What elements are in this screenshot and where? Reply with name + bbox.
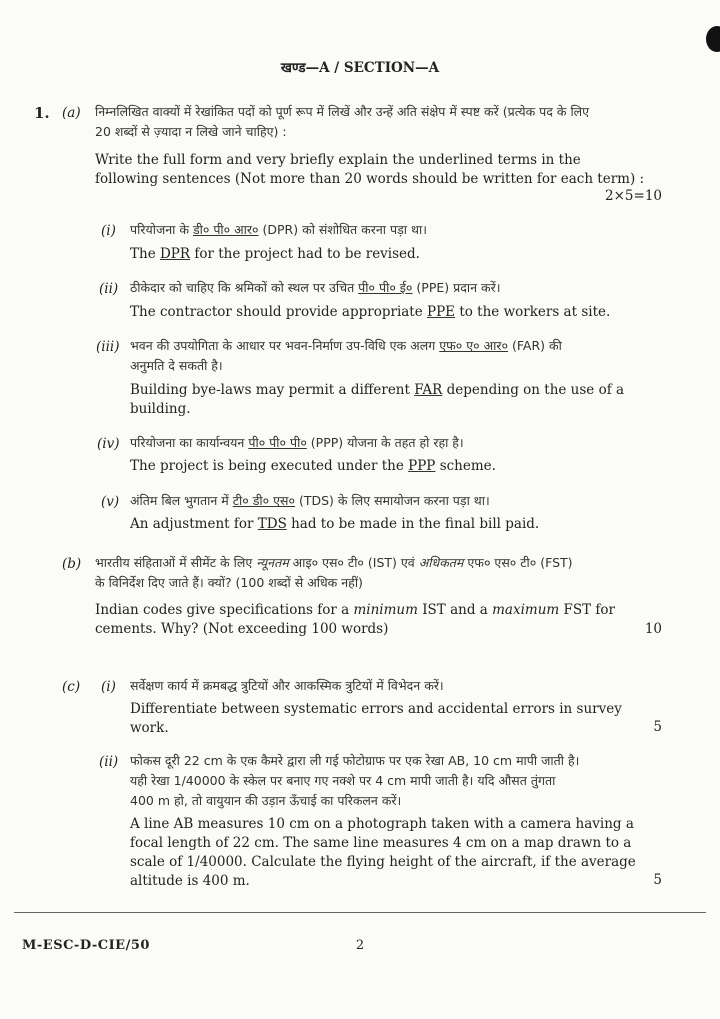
part-a-english <box>95 151 665 189</box>
item-iv-english: The project is being executed under the PPP scheme. <box>130 458 496 474</box>
item-iv-hindi: परियोजना का कार्यान्वयन पी० पी० पी० (PPP) योजना के तहत हो रहा है। <box>130 435 464 450</box>
footer-page-number: 2 <box>355 938 365 953</box>
part-b-hindi: भारतीय संहिताओं में सीमेंट के लिए न्यूनतम आइ० एस० टी० (IST) एवं अधिकतम एफ० एस० टी० (FST) के विनिर्देश दिए जाते हैं। क्यों? (100 शब्दों से अधिक नहीं) <box>95 555 573 590</box>
part-c-ii-marks: 5 <box>653 872 662 888</box>
part-c-i-marks: 5 <box>653 719 662 735</box>
item-ii-hindi: ठीकेदार को चाहिए कि श्रमिकों को स्थल पर उचित पी० पी० ई० (PPE) प्रदान करें। <box>130 280 501 295</box>
item-i-label: (i) <box>101 223 116 239</box>
question-number: 1. <box>34 104 50 122</box>
part-c-ii-label: (ii) <box>99 754 119 770</box>
item-v-label: (v) <box>101 494 120 510</box>
item-iv-label: (iv) <box>97 436 120 452</box>
part-c-label: (c) <box>62 679 81 695</box>
item-iii-label: (iii) <box>96 339 120 355</box>
part-a-hindi-line2: 20 शब्दों से ज़्यादा न लिखे जाने चाहिए) : <box>95 124 287 139</box>
part-a-hindi <box>95 102 655 142</box>
item-iii-hindi: भवन की उपयोगिता के आधार पर भवन-निर्माण उप-विधि एक अलग एफ० ए० आर० (FAR) की अनुमति दे सकती है। <box>130 338 562 373</box>
corner-mark <box>706 26 720 52</box>
item-ii-label: (ii) <box>99 281 119 297</box>
footer-divider <box>14 912 706 913</box>
item-i-english: The DPR for the project had to be revised. <box>130 246 420 262</box>
part-c-ii-hindi: फोकस दूरी 22 cm के एक कैमरे द्वारा ली गई फोटोग्राफ पर एक रेखा AB, 10 cm मापी जाती है। यही रेखा 1/40000 के स्केल पर बनाए गए नक्शे पर 4 cm मापी जाती है। यदि औसत तुंगता 400 m हो, तो वायुयान की उड़ान ऊँचाई का परिकलन करें। <box>130 753 580 808</box>
section-title: खण्ड—A / SECTION—A <box>280 60 440 76</box>
part-c-i-label: (i) <box>101 679 116 695</box>
part-c-i-hindi: सर्वेक्षण कार्य में क्रमबद्ध त्रुटियों और आकस्मिक त्रुटियों में विभेदन करें। <box>130 678 444 693</box>
part-c-i-english: Differentiate between systematic errors and accidental errors in survey work. <box>130 701 622 736</box>
part-a-label: (a) <box>62 105 81 121</box>
part-a-marks: 2×5=10 <box>605 188 662 204</box>
item-v-hindi: अंतिम बिल भुगतान में टी० डी० एस० (TDS) के लिए समायोजन करना पड़ा था। <box>130 493 490 508</box>
item-iii-english: Building bye-laws may permit a different FAR depending on the use of a building. <box>130 382 625 417</box>
part-a-hindi-line1: निम्नलिखित वाक्यों में रेखांकित पदों को पूर्ण रूप में लिखें और उन्हें अति संक्षेप में स्पष्ट करें (प्रत्येक पद के लिए <box>95 104 590 119</box>
item-i-hindi: परियोजना के डी० पी० आर० (DPR) को संशोधित करना पड़ा था। <box>130 222 427 237</box>
part-b-label: (b) <box>62 556 82 572</box>
footer-paper-code: M-ESC-D-CIE/50 <box>22 938 150 953</box>
part-a-english-line2: following sentences (Not more than 20 words should be written for each term) : <box>95 171 645 187</box>
part-c-ii-english: A line AB measures 10 cm on a photograph taken with a camera having a focal length of 22 cm. The same line measures 4 cm on a map drawn to a scale of 1/40000. Calculate the flying height of the aircraft, if the average altitude is 400 m. <box>130 816 636 889</box>
part-b-marks: 10 <box>644 621 662 637</box>
part-a-english-line1: Write the full form and very briefly explain the underlined terms in the <box>95 152 581 168</box>
part-b-english: Indian codes give specifications for a minimum IST and a maximum FST for cements. Why? (Not exceeding 100 words) <box>95 602 615 637</box>
item-ii-english: The contractor should provide appropriate PPE to the workers at site. <box>130 304 611 320</box>
item-v-english: An adjustment for TDS had to be made in the final bill paid. <box>130 516 540 532</box>
